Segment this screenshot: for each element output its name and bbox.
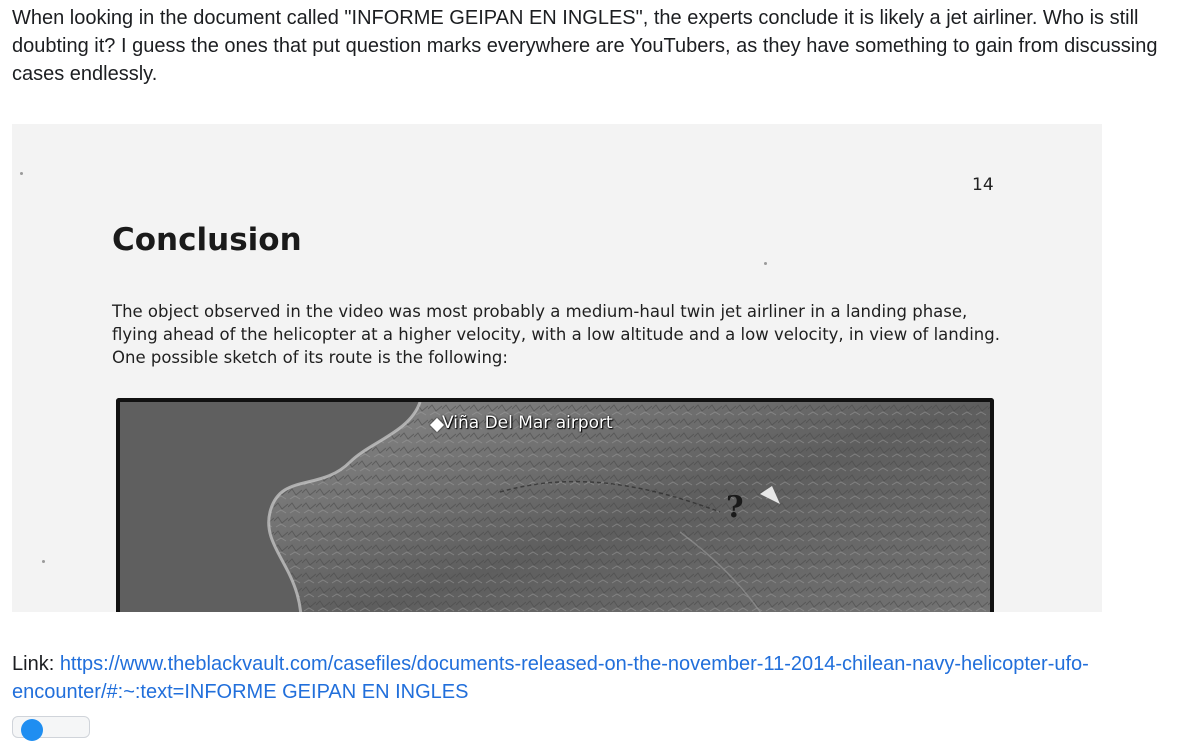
document-page-number: 14 [972,175,994,195]
reaction-widget[interactable] [12,716,90,738]
map-airport-label: Viña Del Mar airport [442,413,613,433]
satellite-map [116,398,994,612]
document-heading: Conclusion [112,222,302,258]
satellite-map-terrain [120,402,990,612]
document-image[interactable] [12,124,1102,612]
map-question-mark: ? [726,490,744,525]
scan-speck [42,560,45,563]
reaction-icon[interactable] [21,719,43,741]
scan-speck [764,262,767,265]
document-link[interactable]: https://www.theblackvault.com/casefiles/documents-released-on-the-november-11-2014-chilean-navy-helicopter-ufo-encounter/#:~:text=INFORME GEIPAN EN INGLES [12,653,1089,703]
scan-speck [20,172,23,175]
post-text: When looking in the document called "INFORME GEIPAN EN INGLES", the experts conclude it is likely a jet airliner. Who is still doubting it? I guess the ones that put question marks everywhere are YouTubers, as they have something to gain from discussing cases endlessly. [12,7,1158,85]
link-line [12,650,1188,706]
link-prefix: Link: [12,653,60,675]
document-paragraph: The object observed in the video was most probably a medium-haul twin jet airliner in a landing phase, flying ahead of the helicopter at a higher velocity, with a low altitude and a low velocity, in view of landing. One possible sketch of its route is the following: [112,302,1000,367]
